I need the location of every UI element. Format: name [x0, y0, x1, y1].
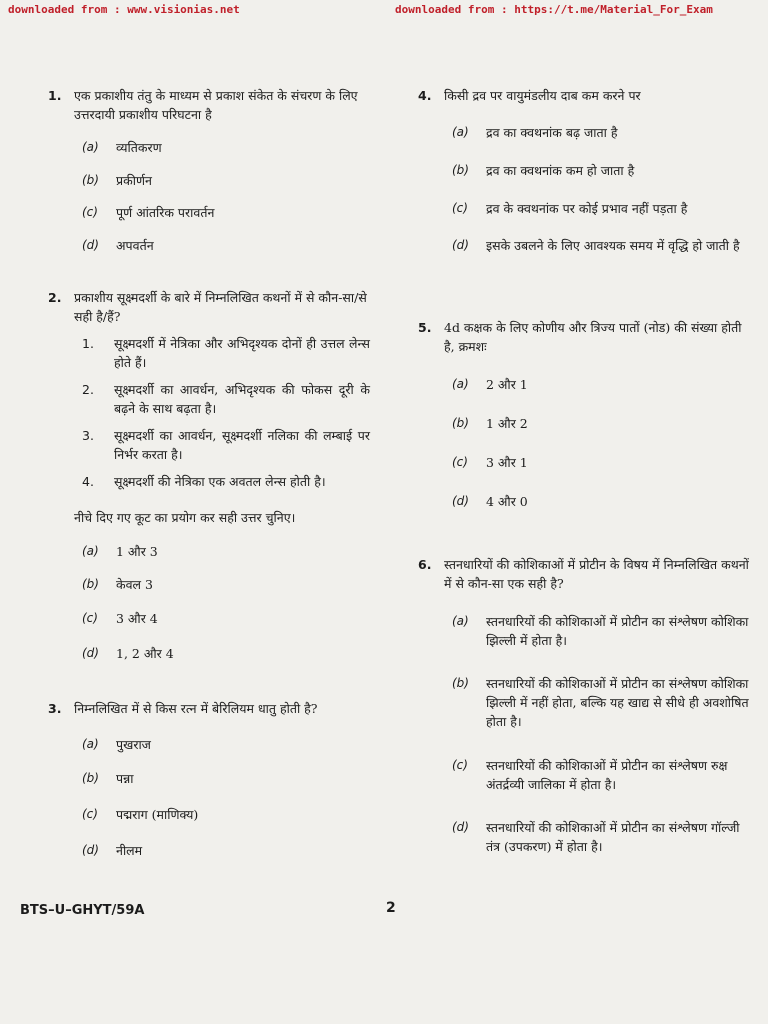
option-label: (d)	[82, 238, 99, 252]
option-6c[interactable]	[452, 756, 750, 794]
option-text: द्रव के क्वथनांक पर कोई प्रभाव नहीं पड़ता है	[486, 201, 688, 216]
question-number: 3.	[48, 701, 62, 716]
option-label: (c)	[452, 455, 468, 469]
option-4a[interactable]	[452, 123, 750, 142]
option-label: (b)	[452, 163, 469, 177]
option-label: (b)	[82, 577, 99, 591]
option-text: स्तनधारियों की कोशिकाओं में प्रोटीन का संश्लेषण रुक्ष अंतर्द्रव्यी जालिका में होता है।	[486, 758, 728, 792]
option-text: स्तनधारियों की कोशिकाओं में प्रोटीन का संश्लेषण कोशिका झिल्ली में नहीं होता, बल्कि यह खाद्य से सीधे ही अवशोषित होता है।	[486, 676, 749, 729]
option-text: 1 और 3	[116, 544, 158, 559]
option-text: पद्मराग (माणिक्य)	[116, 807, 199, 822]
option-text: द्रव का क्वथनांक कम हो जाता है	[486, 163, 635, 178]
question-number: 2.	[48, 290, 62, 305]
option-5c[interactable]	[452, 453, 750, 472]
option-label: (a)	[452, 377, 469, 391]
option-4c[interactable]	[452, 199, 750, 218]
option-text: इसके उबलने के लिए आवश्यक समय में वृद्धि हो जाती है	[486, 238, 740, 253]
instruction-text: नीचे दिए गए कूट का प्रयोग कर सही उत्तर चुनिए।	[74, 510, 296, 525]
option-3a[interactable]	[82, 735, 370, 754]
option-label: (b)	[452, 416, 469, 430]
statement-1	[82, 334, 370, 372]
option-text: पुखराज	[116, 737, 151, 752]
option-text: 1 और 2	[486, 416, 528, 431]
option-2d[interactable]	[82, 644, 370, 663]
option-1c[interactable]	[82, 203, 370, 222]
question-text: किसी द्रव पर वायुमंडलीय दाब कम करने पर	[444, 88, 641, 103]
statement-text: सूक्ष्मदर्शी का आवर्धन, अभिदृश्यक की फोकस दूरी के बढ़ने के साथ बढ़ता है।	[114, 382, 370, 416]
option-text: अपवर्तन	[116, 238, 154, 253]
option-label: (a)	[452, 614, 469, 628]
option-label: (d)	[82, 843, 99, 857]
question-text: प्रकाशीय सूक्ष्मदर्शी के बारे में निम्नलिखित कथनों में से कौन-सा/से सही है/हैं?	[74, 290, 367, 324]
option-5d[interactable]	[452, 492, 750, 511]
option-label: (c)	[452, 201, 468, 215]
option-2b[interactable]	[82, 575, 370, 594]
option-1a[interactable]	[82, 138, 370, 157]
option-3b[interactable]	[82, 769, 370, 788]
option-5a[interactable]	[452, 375, 750, 394]
question-number: 6.	[418, 557, 432, 572]
option-1d[interactable]	[82, 236, 370, 255]
page-number: 2	[386, 900, 396, 916]
question-3	[48, 699, 370, 718]
option-label: (b)	[82, 173, 99, 187]
option-text: स्तनधारियों की कोशिकाओं में प्रोटीन का संश्लेषण गॉल्जी तंत्र (उपकरण) में होता है।	[486, 820, 740, 854]
question-text: स्तनधारियों की कोशिकाओं में प्रोटीन के विषय में निम्नलिखित कथनों में से कौन-सा एक सही है?	[444, 557, 749, 591]
option-2a[interactable]	[82, 542, 370, 561]
option-6d[interactable]	[452, 818, 750, 856]
option-label: (d)	[452, 820, 469, 834]
option-3c[interactable]	[82, 805, 370, 824]
option-6a[interactable]	[452, 612, 750, 650]
question-5	[418, 318, 750, 356]
option-label: (b)	[452, 676, 469, 690]
instruction	[48, 508, 370, 527]
question-text: एक प्रकाशीय तंतु के माध्यम से प्रकाश संकेत के संचरण के लिए उत्तरदायी प्रकाशीय परिघटना है	[74, 88, 358, 122]
statement-number: 1.	[82, 336, 94, 351]
option-text: पन्ना	[116, 771, 134, 786]
option-text: व्यतिकरण	[116, 140, 162, 155]
option-label: (a)	[82, 737, 99, 751]
question-text: 4d कक्षक के लिए कोणीय और त्रिज्य पातों (नोड) की संख्या होती है, क्रमशः	[444, 320, 742, 354]
question-text: निम्नलिखित में से किस रत्न में बेरिलियम धातु होती है?	[74, 701, 318, 716]
option-label: (b)	[82, 771, 99, 785]
option-label: (d)	[452, 494, 469, 508]
statement-text: सूक्ष्मदर्शी का आवर्धन, सूक्ष्मदर्शी नलिका की लम्बाई पर निर्भर करता है।	[114, 428, 370, 462]
option-label: (a)	[82, 140, 99, 154]
option-label: (d)	[82, 646, 99, 660]
option-label: (d)	[452, 238, 469, 252]
question-4	[418, 86, 750, 105]
question-6	[418, 555, 750, 593]
option-text: 1, 2 और 4	[116, 646, 174, 661]
watermark-left: downloaded from : www.visionias.net	[8, 3, 240, 16]
option-text: 4 और 0	[486, 494, 528, 509]
option-text: द्रव का क्वथनांक बढ़ जाता है	[486, 125, 618, 140]
option-3d[interactable]	[82, 841, 370, 860]
question-1	[48, 86, 370, 124]
option-text: 2 और 1	[486, 377, 528, 392]
option-2c[interactable]	[82, 609, 370, 628]
statement-number: 2.	[82, 382, 94, 397]
option-6b[interactable]	[452, 674, 750, 731]
statement-text: सूक्ष्मदर्शी में नेत्रिका और अभिदृश्यक दोनों ही उत्तल लेन्स होते हैं।	[114, 336, 370, 370]
statement-2	[82, 380, 370, 418]
option-1b[interactable]	[82, 171, 370, 190]
option-label: (c)	[82, 611, 98, 625]
statement-3	[82, 426, 370, 464]
booklet-code: BTS–U–GHYT/59A	[20, 903, 145, 918]
option-label: (c)	[452, 758, 468, 772]
question-number: 4.	[418, 88, 432, 103]
statement-number: 3.	[82, 428, 94, 443]
question-number: 5.	[418, 320, 432, 335]
question-number: 1.	[48, 88, 62, 103]
option-text: पूर्ण आंतरिक परावर्तन	[116, 205, 215, 220]
option-4d[interactable]	[452, 236, 750, 255]
option-text: 3 और 1	[486, 455, 528, 470]
option-label: (c)	[82, 807, 98, 821]
statement-number: 4.	[82, 474, 94, 489]
statement-text: सूक्ष्मदर्शी की नेत्रिका एक अवतल लेन्स होती है।	[114, 474, 326, 489]
option-text: प्रकीर्णन	[116, 173, 152, 188]
option-text: स्तनधारियों की कोशिकाओं में प्रोटीन का संश्लेषण कोशिका झिल्ली में होता है।	[486, 614, 749, 648]
option-label: (c)	[82, 205, 98, 219]
watermark-right: downloaded from : https://t.me/Material_For_Exam	[395, 3, 713, 16]
option-text: नीलम	[116, 843, 143, 858]
option-text: केवल 3	[116, 577, 153, 592]
option-label: (a)	[452, 125, 469, 139]
option-text: 3 और 4	[116, 611, 158, 626]
statement-4	[82, 472, 370, 491]
question-2	[48, 288, 370, 326]
option-5b[interactable]	[452, 414, 750, 433]
option-label: (a)	[82, 544, 99, 558]
option-4b[interactable]	[452, 161, 750, 180]
